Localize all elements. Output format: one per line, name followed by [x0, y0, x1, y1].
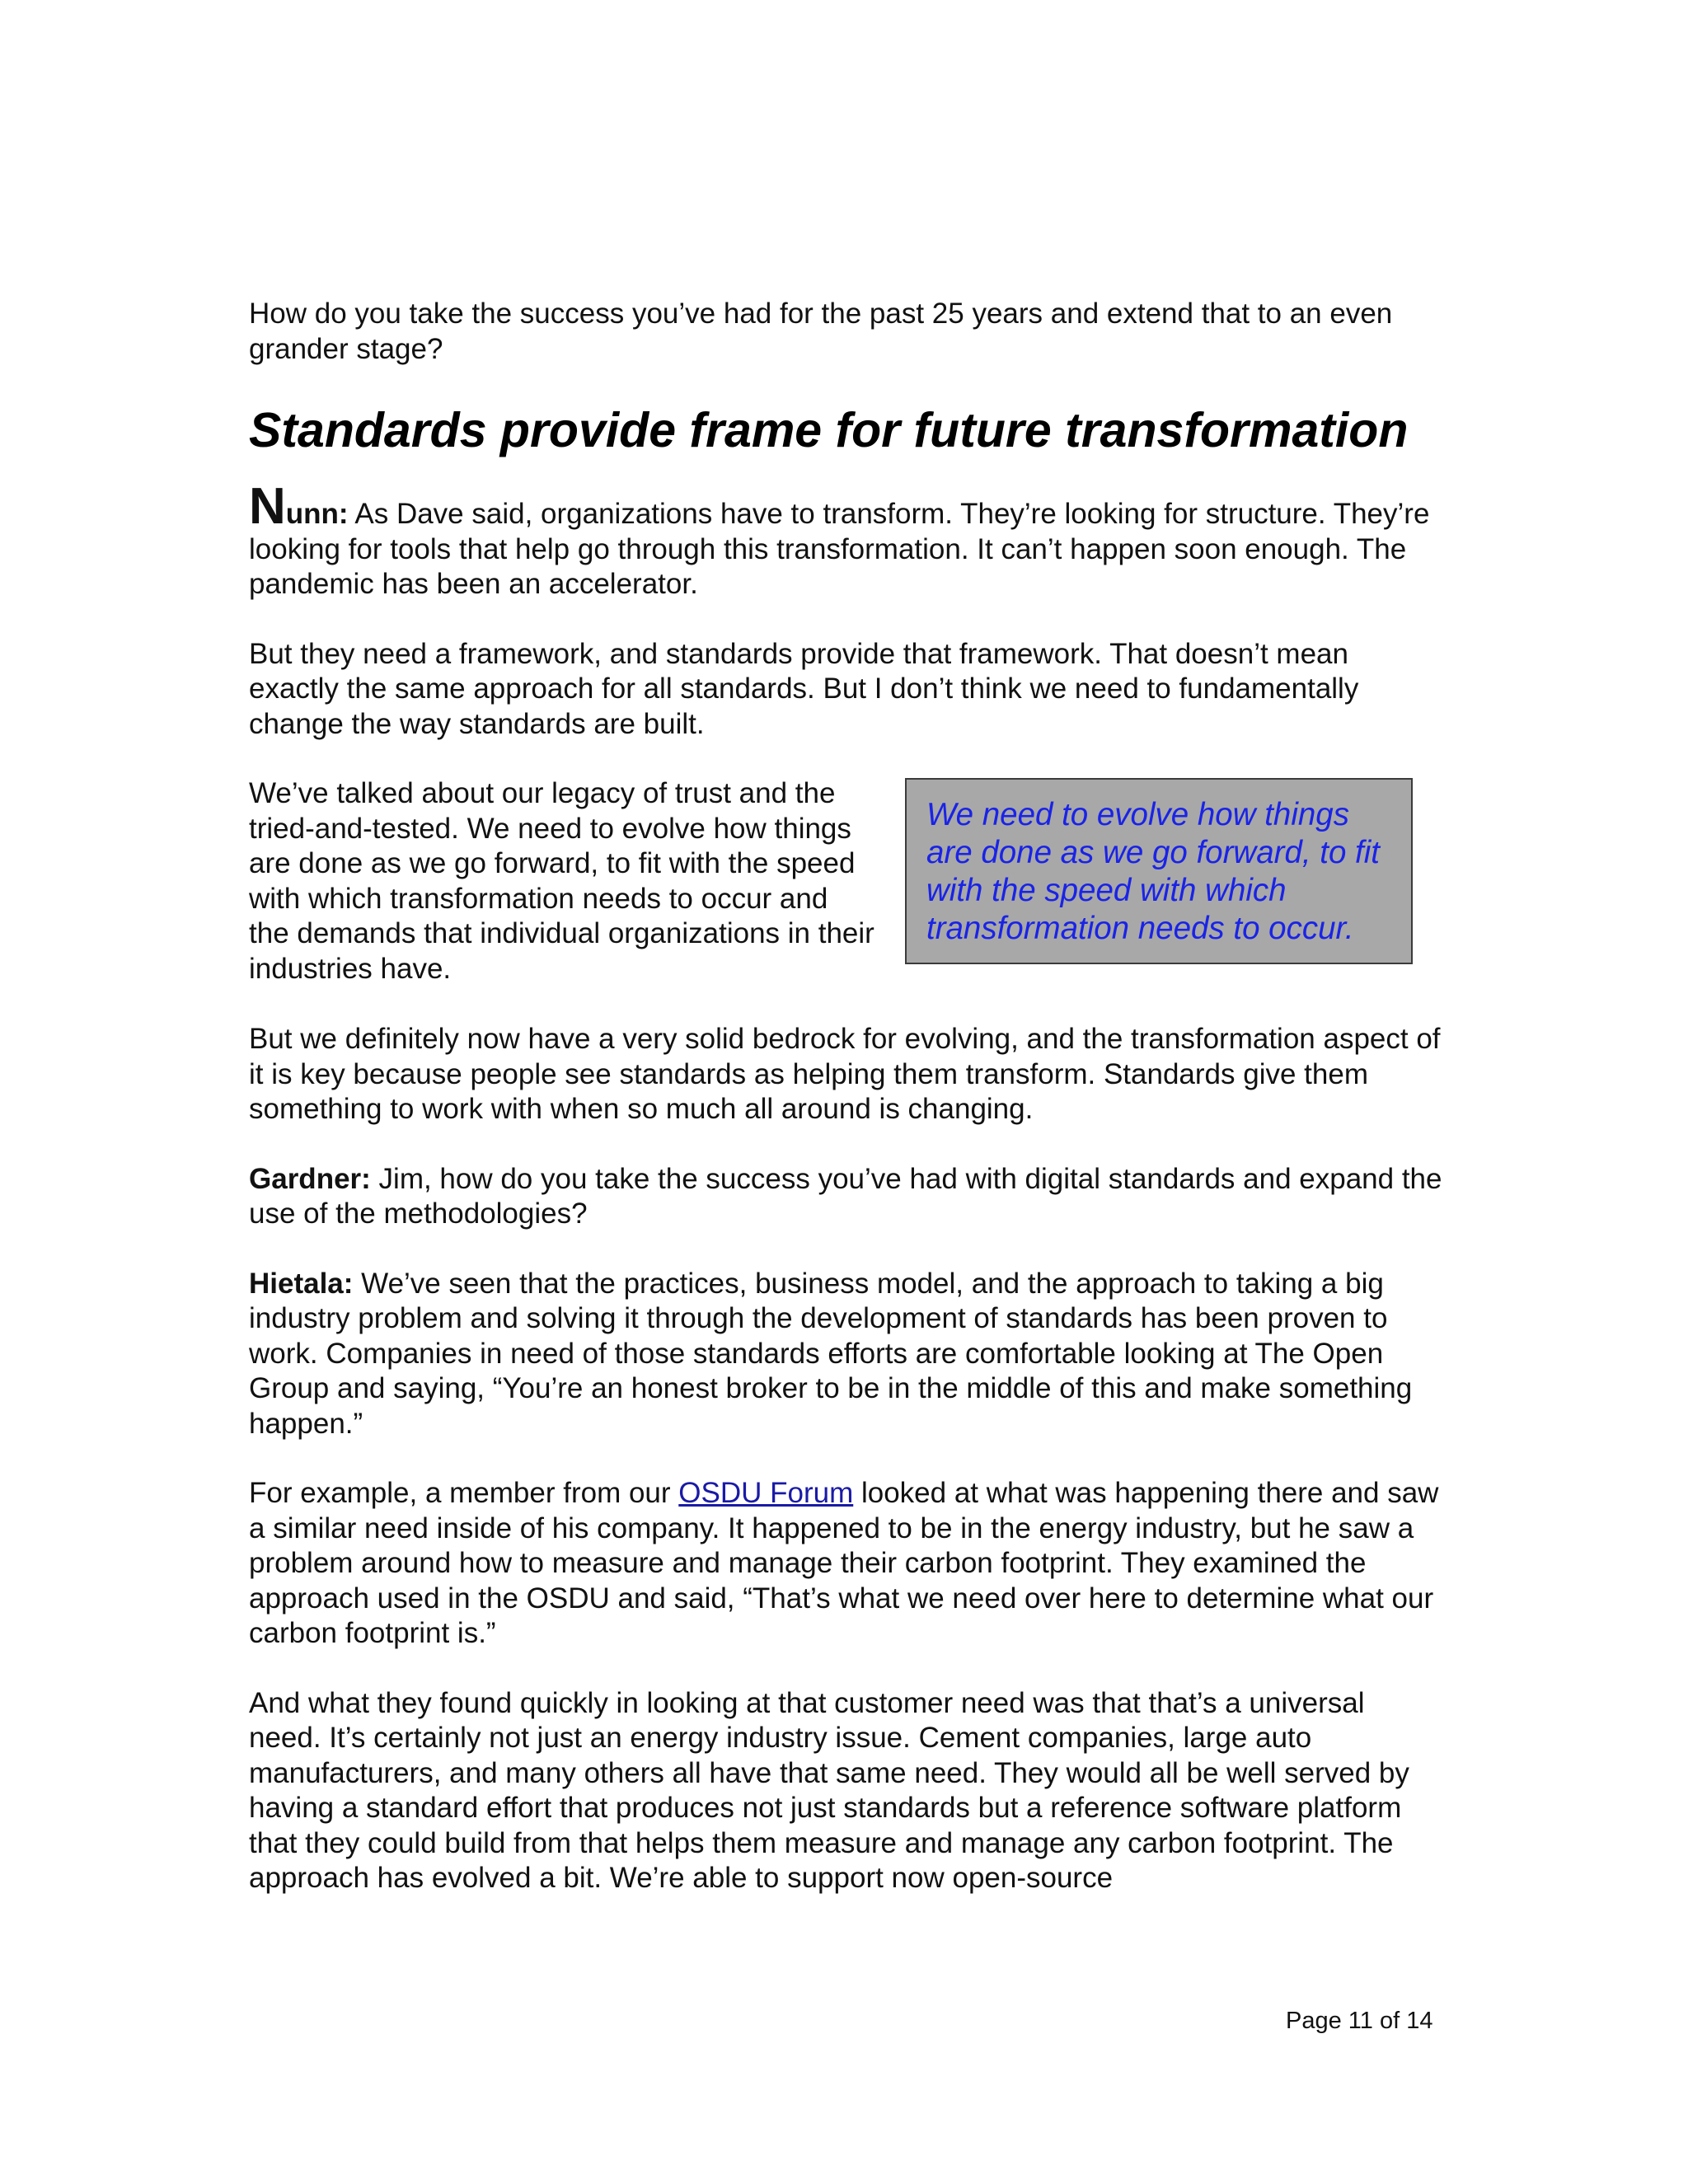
pull-quote-text: We need to evolve how things are done as we go forward, to fit with the speed with which transformation needs to occur. — [926, 797, 1380, 946]
section-heading: Standards provide frame for future transformation — [249, 403, 1409, 457]
hietala-paragraph — [249, 1267, 1444, 1442]
universal-paragraph: And what they found quickly in looking at that customer need was that that’s a universal need. It’s certainly not just an energy industry issue. Cement companies, large auto manufacturers, and many others all have that same need. They would all be well served by having a standard effort that produces not just standards but a reference software platform that they could build from that helps them measure and manage any carbon footprint. The approach has evolved a bit. We’re able to support now open-source — [249, 1686, 1409, 1894]
nunn-paragraph — [249, 478, 1444, 602]
legacy-paragraph: We’ve talked about our legacy of trust and the tried-and-tested. We need to evolve how things are done as we go forward, to fit with the speed with which transformation needs to occur and the demands that individual organizations in their industries have. — [249, 777, 874, 985]
speaker-label-gardner: Gardner: — [249, 1162, 371, 1195]
bedrock-paragraph: But we definitely now have a very solid bedrock for evolving, and the transformation aspect of it is key because people see standards as helping them transform. Standards give them something to work with when so much all around is changing. — [249, 1023, 1441, 1125]
pull-quote-box — [905, 778, 1413, 964]
speaker-label-nunn: unn: — [285, 498, 349, 530]
example-text-before: For example, a member from our — [249, 1477, 679, 1509]
drop-cap: N — [249, 478, 286, 535]
example-text-after: looked at what was happening there and saw a similar need inside of his company. It happened to be in the energy industry, but he saw a problem around how to measure and manage their carbon footprint. They examined the approach used in the OSDU and said, “That’s what we need over here to determine what our carbon footprint is.” — [249, 1477, 1439, 1649]
speaker-label-hietala: Hietala: — [249, 1267, 354, 1300]
example-paragraph — [249, 1476, 1444, 1652]
framework-paragraph: But they need a framework, and standards provide that framework. That doesn’t mean exactly the same approach for all standards. But I don’t think we need to fundamentally change the way standards are built. — [249, 637, 1359, 740]
osdu-forum-link[interactable]: OSDU Forum — [678, 1477, 854, 1509]
page-number: Page 11 of 14 — [1286, 2008, 1433, 2034]
gardner-paragraph — [249, 1162, 1444, 1232]
gardner-text: Jim, how do you take the success you’ve had with digital standards and expand the use of the methodologies? — [249, 1162, 1442, 1230]
intro-paragraph: How do you take the success you’ve had for the past 25 years and extend that to an even grander stage? — [249, 298, 1393, 365]
pull-quote-row — [249, 776, 1444, 989]
document-body — [249, 297, 1444, 1931]
nunn-text: As Dave said, organizations have to transform. They’re looking for structure. They’re looking for tools that help go through this transformation. It can’t happen soon enough. The pandemic has been an accelerator. — [249, 498, 1430, 600]
hietala-text: We’ve seen that the practices, business model, and the approach to taking a big industry problem and solving it through the development of standards has been proven to work. Companies in need of those standards efforts are comfortable looking at The Open Group and saying, “You’re an honest broker to be in the middle of this and make something happen.” — [249, 1267, 1413, 1440]
